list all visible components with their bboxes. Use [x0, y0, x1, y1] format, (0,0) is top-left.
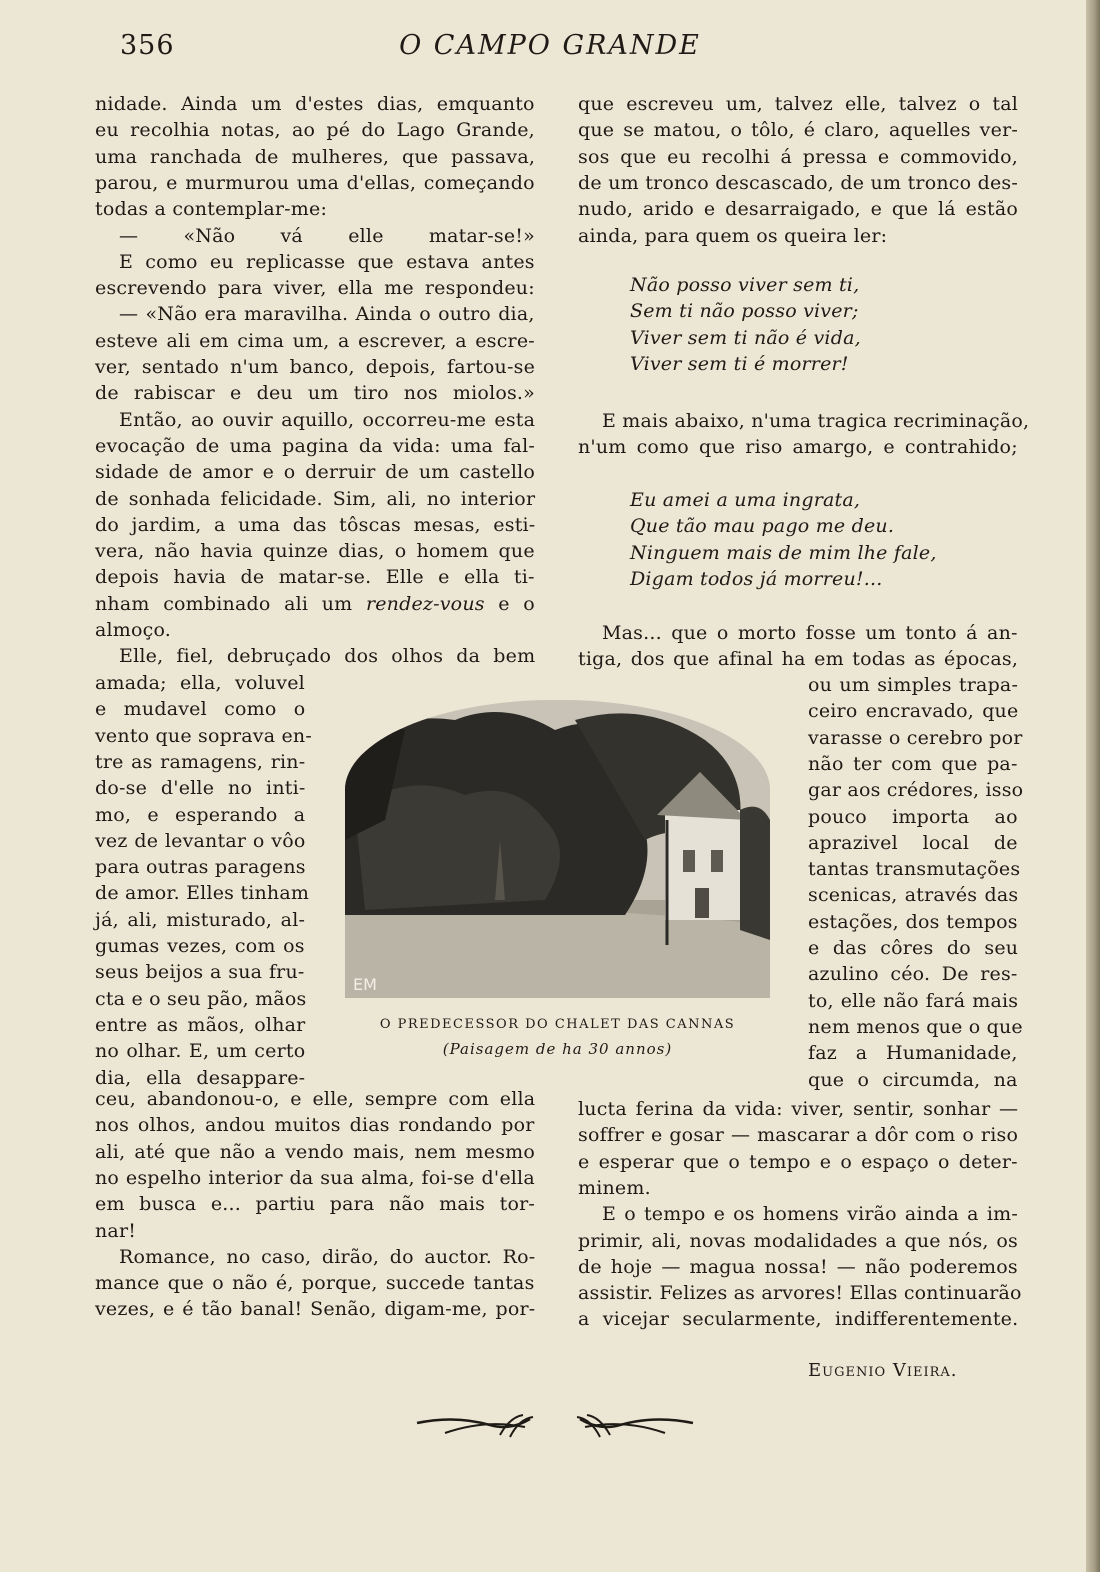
text-line: em busca e... partiu para não mais tor- [95, 1193, 535, 1216]
text-line: nem menos que o que [808, 1015, 1023, 1038]
text-segment: nham combinado ali um [95, 592, 366, 615]
text-line: vera, não havia quinze dias, o homem que [95, 540, 535, 563]
text-line: pouco importa ao [808, 805, 1018, 828]
text-line [95, 591, 535, 617]
text-line: Eu amei a uma ingrata, [630, 489, 861, 511]
text-line: Sem ti não posso viver; [630, 300, 859, 323]
author-signature: Eugenio Vieira. [808, 1360, 958, 1381]
text-line: — «Não vá elle matar-se!» [119, 224, 535, 247]
text-line: nidade. Ainda um d'estes dias, emquanto [95, 93, 535, 115]
text-line: nos olhos, andou muitos dias rondando por [95, 1114, 535, 1137]
text-line: uma ranchada de mulheres, que passava, [95, 145, 536, 168]
text-line: no espelho interior da sua alma, foi-se d'ella [95, 1166, 535, 1189]
text-line: primir, ali, novas modalidades a que nós, os [578, 1229, 1018, 1252]
page-edge [1086, 0, 1100, 1572]
text-line: ceiro encravado, que [808, 700, 1019, 723]
text-line: nudo, arido e desarraigado, e que lá estão [578, 198, 1018, 221]
text-line: que escreveu um, talvez elle, talvez o tal [578, 93, 1019, 115]
text-line: gar aos crédores, isso [808, 779, 1024, 802]
text-line: nar! [95, 1219, 137, 1242]
text-line: escrevendo para viver, ella me respondeu: [95, 277, 535, 300]
text-line: vento que soprava en- [95, 724, 312, 747]
text-line: — «Não era maravilha. Ainda o outro dia, [119, 303, 535, 326]
text-line: tantas transmutações [808, 858, 1021, 881]
text-line: soffrer e gosar — mascarar a dôr com o riso [578, 1124, 1019, 1147]
text-line: ainda, para quem os queira ler: [578, 224, 888, 247]
text-line: Viver sem ti não é vida, [630, 326, 861, 349]
text-line: almoço. [95, 619, 172, 641]
text-line: Elle, fiel, debruçado dos olhos da bem [119, 645, 536, 668]
text-line: e esperar que o tempo e o espaço o deter- [578, 1150, 1018, 1173]
photo-initials: EM [353, 975, 377, 994]
landscape-photo [345, 700, 770, 998]
text-line: esteve ali em cima um, a escrever, a escre- [95, 329, 535, 352]
italic-term: rendez-vous [365, 592, 485, 615]
text-line: varasse o cerebro por [808, 726, 1023, 749]
text-line: de um tronco descascado, de um tronco des- [578, 171, 1019, 194]
text-line: amada; ella, voluvel [95, 672, 305, 694]
text-line: no olhar. E, um certo [95, 1040, 306, 1063]
text-line: sidade de amor e o derruir de um castello [95, 461, 536, 484]
running-title: O CAMPO GRANDE [399, 30, 701, 61]
text-line: ceu, abandonou-o, e elle, sempre com ella [95, 1088, 536, 1110]
text-line: tre as ramagens, rin- [95, 750, 306, 773]
text-line: mo, e esperando a [95, 803, 306, 826]
text-line: seus beijos a sua fru- [95, 961, 305, 984]
text-line: gumas vezes, com os [95, 935, 305, 957]
text-line: e mudavel como o [95, 698, 306, 721]
photo-caption-subtitle: (Paisagem de ha 30 annos) [442, 1040, 673, 1058]
text-line: n'um como que riso amargo, e contrahido; [578, 436, 1018, 459]
text-line: E como eu replicasse que estava antes [119, 250, 535, 273]
text-line: Não posso viver sem ti, [630, 274, 860, 296]
text-line: de sonhada felicidade. Sim, ali, no interior [95, 487, 536, 510]
text-line: scenicas, através das [808, 884, 1019, 907]
text-line: aprazivel local de [808, 831, 1018, 854]
text-line: ver, sentado n'um banco, depois, fartou-se [95, 356, 536, 378]
text-line: eu recolhia notas, ao pé do Lago Grande, [95, 119, 535, 142]
text-line: depois havia de matar-se. Elle e ella ti- [95, 566, 535, 589]
text-line: Que tão mau pago me deu. [630, 515, 895, 538]
text-line: não ter com que pa- [808, 752, 1018, 775]
text-line: vez de levantar o vôo [95, 829, 306, 852]
text-line: entre as mãos, olhar [95, 1013, 306, 1036]
text-line: faz a Humanidade, [808, 1042, 1018, 1065]
text-line: que se matou, o tôlo, é claro, aquelles ver- [578, 119, 1018, 142]
text-line: ou um simples trapa- [808, 674, 1019, 696]
text-line: Então, ao ouvir aquillo, occorreu-me esta [119, 408, 536, 431]
text-line: tiga, dos que afinal ha em todas as épocas, [578, 648, 1019, 671]
text-line: a vicejar secularmente, indifferentemente. [578, 1308, 1019, 1331]
text-line: Viver sem ti é morrer! [630, 352, 849, 375]
text-line: sos que eu recolhi á pressa e commovido, [578, 145, 1019, 168]
text-line: assistir. Felizes as arvores! Ellas continuarão [578, 1282, 1022, 1305]
text-line: para outras paragens [95, 856, 306, 879]
page-number: 356 [120, 30, 175, 61]
text-line: de amor. Elles tinham [95, 882, 310, 905]
text-line: todas a contemplar-me: [95, 198, 328, 221]
text-line: Digam todos já morreu!... [630, 567, 883, 590]
text-line: azulino céo. De res- [808, 963, 1018, 986]
text-line: vezes, e é tão banal! Senão, digam-me, por- [95, 1298, 536, 1321]
text-line: E o tempo e os homens virão ainda a im- [602, 1203, 1018, 1226]
text-line: ali, até que não a vendo mais, nem mesmo [95, 1140, 536, 1163]
page-header [0, 30, 1100, 70]
ornament-icon [415, 1405, 695, 1445]
text-line: Ninguem mais de mim lhe fale, [630, 541, 937, 564]
text-line: parou, e murmurou uma d'ellas, começando [95, 171, 535, 194]
text-line: evocação de uma pagina da vida: uma fal- [95, 434, 535, 457]
text-line: do jardim, a uma das tôscas mesas, esti- [95, 513, 536, 536]
text-line: to, elle não fará mais [808, 989, 1019, 1012]
text-line: E mais abaixo, n'uma tragica recriminação, [602, 410, 1030, 432]
text-line: já, ali, misturado, al- [95, 908, 306, 931]
text-line: lucta ferina da vida: viver, sentir, sonhar — [578, 1098, 1019, 1120]
text-line: Romance, no caso, dirão, do auctor. Ro- [119, 1245, 536, 1268]
text-line: do-se d'elle no inti- [95, 777, 306, 800]
text-segment: e o [484, 592, 535, 615]
text-line: dia, ella desappare- [95, 1066, 306, 1089]
text-line: que o circumda, na [808, 1068, 1018, 1091]
text-line: mance que o não é, porque, succede tantas [95, 1272, 535, 1295]
text-line: de hoje — magua nossa! — não poderemos [578, 1255, 1018, 1278]
text-line: estações, dos tempos [808, 910, 1018, 933]
text-line: cta e o seu pão, mãos [95, 987, 307, 1010]
photo-caption-title: O PREDECESSOR DO CHALET DAS CANNAS [379, 1017, 736, 1032]
text-line: de rabiscar e deu um tiro nos miolos.» [95, 382, 535, 405]
text-line: e das côres do seu [808, 937, 1019, 959]
text-line: minem. [578, 1176, 651, 1199]
text-line: Mas... que o morto fosse um tonto á an- [602, 622, 1018, 644]
